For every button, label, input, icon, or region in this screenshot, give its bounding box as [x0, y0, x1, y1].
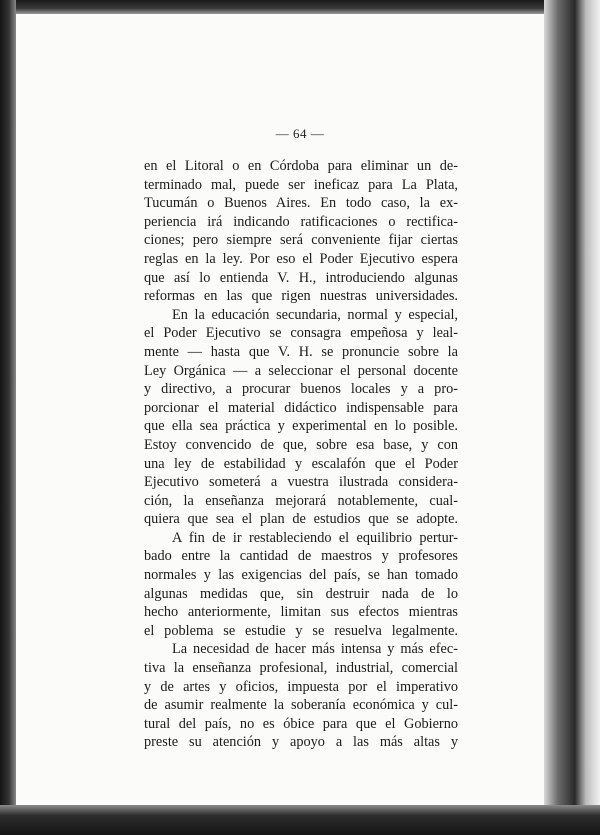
text-line: Estoy convencido de que, sobre esa base, y con	[144, 436, 458, 453]
text-line: La necesidad de hacer más intensa y más efec-	[172, 641, 458, 658]
text-line: terminado mal, puede ser ineficaz para La Plata,	[144, 176, 458, 193]
text-line: el Poder Ejecutivo se consagra empeñosa y leal-	[144, 325, 458, 342]
text-line: quiera que sea el plan de estudios que se adopte.	[144, 511, 458, 528]
text-line: normales y las exigencias del país, se han tomado	[144, 567, 458, 584]
text-line: una ley de estabilidad y escalafón que el Poder	[144, 455, 458, 472]
text-line: porcionar el material didáctico indispensable para	[144, 399, 458, 416]
text-line: Ejecutivo someterá a vuestra ilustrada considera-	[144, 474, 458, 491]
page-number: — 64 —	[275, 126, 325, 141]
text-line: Ley Orgánica — a seleccionar el personal docente	[144, 362, 458, 379]
text-line: algunas medidas que, sin destruir nada de lo	[144, 585, 458, 602]
text-line: que ella sea práctica y experimental en lo posible.	[144, 418, 458, 435]
text-line: en el Litoral o en Córdoba para eliminar un de-	[144, 158, 458, 174]
text-line: En la educación secundaria, normal y especial,	[172, 306, 458, 323]
text-line: reformas en las que rigen nuestras universidades.	[144, 288, 458, 305]
text-line: reglas en la ley. Por eso el Poder Ejecutivo espera	[144, 250, 458, 267]
text-line: y de artes y oficios, impuesta por el imperativo	[144, 678, 458, 695]
scan-border-top	[0, 0, 600, 14]
text-line: y directivo, a procurar buenos locales y a pro-	[144, 381, 458, 398]
text-line: tural del país, no es óbice para que el Gobierno	[144, 715, 458, 732]
text-line: el poblema se estudie y se resuelva legalmente.	[144, 622, 458, 639]
text-line: ción, la enseñanza mejorará notablemente, cual-	[144, 492, 458, 509]
text-line: que así lo entienda V. H., introduciendo algunas	[144, 269, 458, 286]
text-line: hecho anteriormente, limitan sus efectos mientras	[144, 604, 458, 621]
scan-border-bottom	[0, 805, 600, 835]
text-line: ciones; pero siempre será conveniente fijar ciertas	[144, 232, 458, 249]
text-line: de asumir realmente la soberanía económica y cul-	[144, 697, 458, 714]
text-line: tiva la enseñanza profesional, industrial, comercial	[144, 660, 458, 677]
text-line: bado entre la cantidad de maestros y profesores	[144, 548, 458, 565]
text-line: preste su atención y apoyo a las más altas y	[144, 734, 458, 751]
text-line: Tucumán o Buenos Aires. En todo caso, la ex-	[144, 195, 458, 212]
body-text	[144, 157, 458, 752]
text-line: periencia irá indicando ratificaciones o rectifica-	[144, 213, 458, 230]
text-line: mente — hasta que V. H. se pronuncie sobre la	[144, 343, 458, 360]
text-line: A fin de ir restableciendo el equilibrio pertur-	[172, 529, 458, 546]
